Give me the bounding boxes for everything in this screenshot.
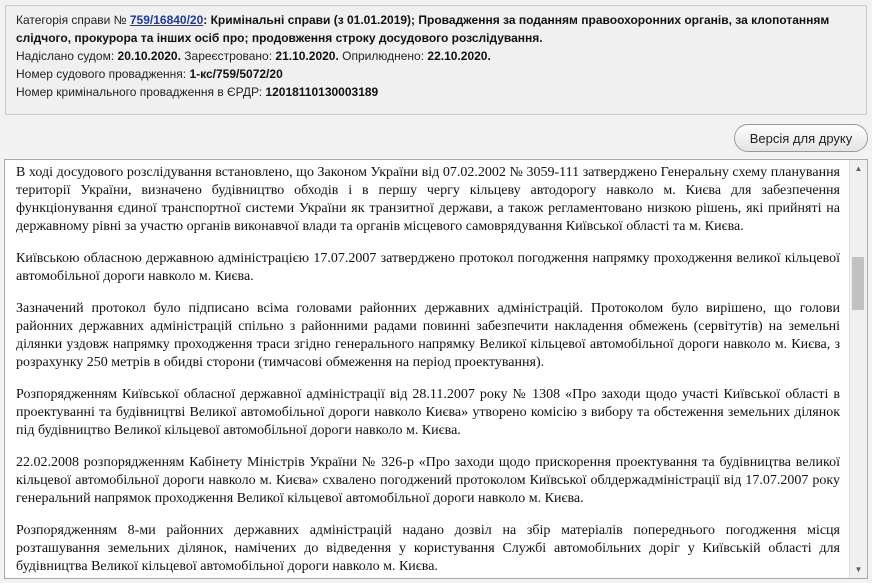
document-paragraph: Зазначений протокол було підписано всіма головами районних державних адміністрацій. Протоколом було вирішено, що голови районних державних адміністрацій спільно з районними радами повинні забезпечити накладення обмежень (сервітутів) на земельні ділянки уздовж напрямку проходження траси згідно генерального напрямку Великої кільцевої автомобільної дороги навколо м. Києва, з розрахунку 250 метрів в обидві сторони (тимчасові обмеження на період проектування). — [16, 301, 840, 370]
case-number-link[interactable]: 759/16840/20 — [129, 13, 204, 27]
scroll-up-icon[interactable]: ▲ — [854, 164, 863, 173]
sent-label: Надіслано судом: — [16, 49, 115, 63]
published-label: Оприлюднено: — [342, 49, 425, 63]
court-proceeding-line — [16, 65, 856, 83]
criminal-proceeding-line — [16, 83, 856, 101]
document-frame[interactable] — [4, 159, 868, 579]
case-category-text: : Кримінальні справи (з 01.01.2019); Провадження за поданням правоохоронних органів, за клопотанням слідчого, прокурора та інших осіб про; продовження строку досудового розслідування. — [16, 13, 830, 45]
court-proceeding-label: Номер судового провадження: — [16, 67, 187, 81]
published-date: 22.10.2020. — [427, 49, 491, 63]
registered-date: 21.10.2020. — [275, 49, 339, 63]
document-paragraph: Розпорядженням Київської обласної державної адміністрації від 28.11.2007 року № 1308 «Про заходи щодо участі Київської області в проектуванні та будівництві Великої автомобільної дороги навколо Києва» утворено комісію з вибору та обстеження земельних ділянок під будівництво Великої кільцевої автомобільної дороги навколо м. Києва. — [16, 387, 840, 438]
document-paragraph: Розпорядженням 8-ми районних державних адміністрацій надано дозвіл на збір матеріалів попереднього погодження місця розташування земельних ділянок, намічених до відведення у користування Службі автомобільних доріг у Київській області для будівництва Великої кільцевої автомобільної дороги навколо м. Києва. — [16, 523, 840, 574]
criminal-proceeding-number: 12018110130003189 — [265, 85, 379, 99]
case-dates-line — [16, 47, 856, 65]
document-paragraph: Київською обласною державною адміністрацією 17.07.2007 затверджено протокол погодження напрямку проходження великої кільцевої автомобільної дороги навколо м. Києва. — [16, 251, 840, 284]
sent-date: 20.10.2020. — [117, 49, 181, 63]
case-category-label: Категорія справи № — [16, 13, 127, 27]
document-paragraph: 22.02.2008 розпорядженням Кабінету Міністрів України № 326-р «Про заходи щодо прискорення проектування та будівництва великої кільцевої автомобільної дороги навколо м. Києва» схвалено погоджений протоколом Київської облдержадміністрації від 17.07.2007 року генеральний напрямок проходження Великої кільцевої автомобільної дороги навколо м. Києва. — [16, 455, 840, 506]
case-info-panel — [5, 5, 867, 115]
scroll-down-icon[interactable]: ▼ — [854, 565, 863, 574]
document-paragraph: В ході досудового розслідування встановлено, що Законом України від 07.02.2002 № 3059-111 затверджено Генеральну схему планування території України, визначено будівництво обходів і в першу чергу кільцеву автодорогу навколо м. Києва для забезпечення функціонування єдиної транспортної системи України як транзитної держави, а також регламентовано низкою рішень, які прийняті на державному рівні за участю органів виконавчої влади та органів місцевого самоврядування Київської області та м. Києва. — [16, 165, 840, 234]
registered-label: Зареєстровано: — [184, 49, 273, 63]
court-proceeding-number: 1-кс/759/5072/20 — [189, 67, 283, 81]
case-category-line — [16, 11, 856, 47]
scroll-thumb[interactable] — [852, 257, 864, 310]
vertical-scrollbar[interactable] — [849, 160, 867, 578]
criminal-proceeding-label: Номер кримінального провадження в ЄРДР: — [16, 85, 263, 99]
print-version-button[interactable]: Версія для друку — [734, 124, 868, 152]
document-text — [5, 160, 850, 578]
